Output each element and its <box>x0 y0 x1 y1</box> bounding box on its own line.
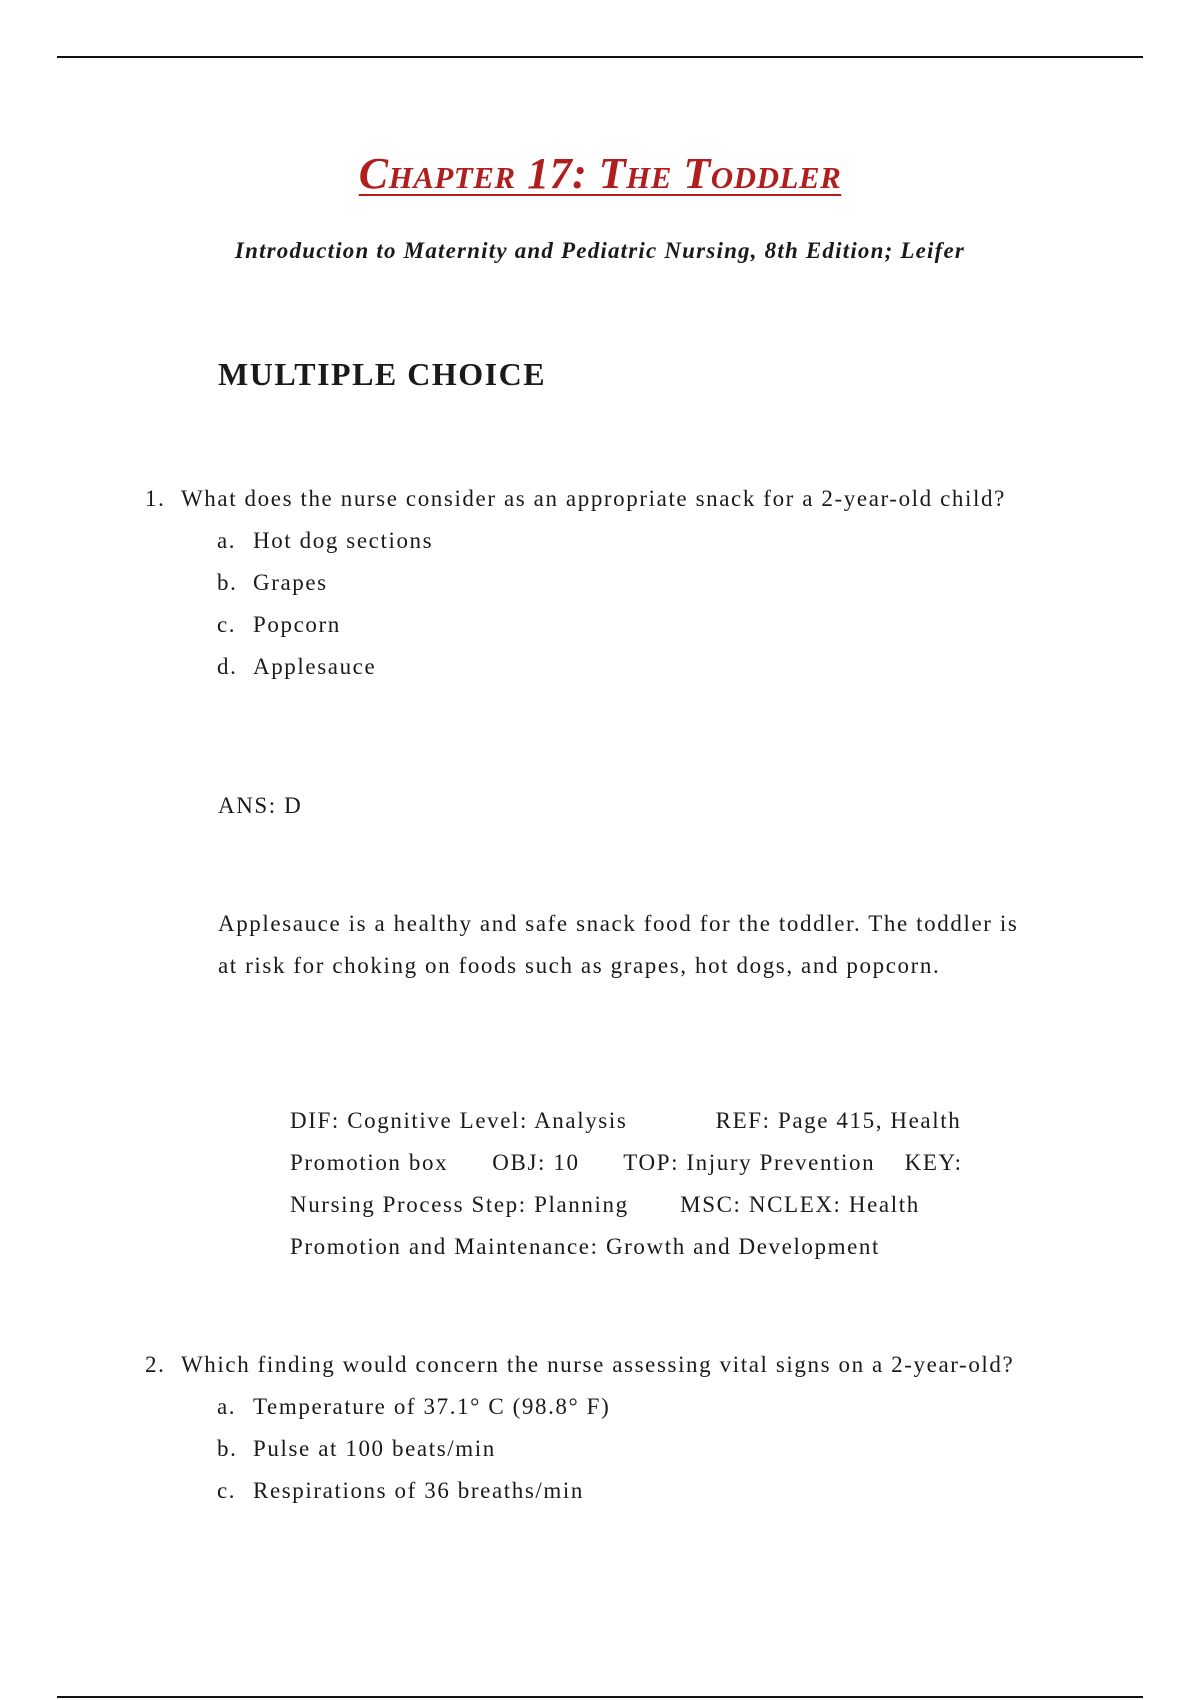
answer-key: ANS: D <box>218 793 303 818</box>
option-text: Temperature of 37.1° C (98.8° F) <box>253 1394 611 1419</box>
question-text: What does the nurse consider as an appropriate snack for a 2-year-old child? <box>181 486 1006 511</box>
bottom-rule <box>57 1696 1143 1698</box>
option-c <box>217 1470 1045 1512</box>
rationale: Applesauce is a healthy and safe snack food for the toddler. The toddler is at risk for choking on foods such as grapes, hot dogs, and popcorn. <box>218 911 1019 978</box>
question-number: 1. <box>145 486 166 511</box>
option-text: Popcorn <box>253 612 341 637</box>
option-c <box>217 604 1045 646</box>
option-letter: b. <box>217 1436 238 1461</box>
option-letter: d. <box>217 654 238 679</box>
option-letter: c. <box>217 1478 237 1503</box>
meta-ref: REF: Page 415, Health Promotion box <box>290 1108 962 1175</box>
options-list <box>217 1386 1045 1512</box>
meta-dif: DIF: Cognitive Level: Analysis <box>290 1108 628 1133</box>
meta-obj: OBJ: 10 <box>492 1150 580 1175</box>
option-letter: a. <box>217 1394 237 1419</box>
option-text: Applesauce <box>253 654 377 679</box>
option-d <box>217 646 1045 688</box>
option-a <box>217 520 1045 562</box>
option-letter: a. <box>217 528 237 553</box>
option-text: Respirations of 36 breaths/min <box>253 1478 584 1503</box>
meta-msc: MSC: NCLEX: Health Promotion and Maintenance: Growth and Development <box>290 1192 920 1259</box>
option-letter: c. <box>217 612 237 637</box>
section-title: MULTIPLE CHOICE <box>218 356 547 392</box>
option-text: Hot dog sections <box>253 528 434 553</box>
question-metadata <box>290 1100 1030 1268</box>
question-1 <box>145 478 1045 688</box>
option-a <box>217 1386 1045 1428</box>
chapter-title: Chapter 17: The Toddler <box>358 149 842 198</box>
option-b <box>217 562 1045 604</box>
question-2 <box>145 1344 1045 1512</box>
question-number: 2. <box>145 1352 166 1377</box>
option-b <box>217 1428 1045 1470</box>
question-text: Which finding would concern the nurse assessing vital signs on a 2-year-old? <box>181 1352 1015 1377</box>
book-subtitle: Introduction to Maternity and Pediatric Nursing, 8th Edition; Leifer <box>234 238 966 263</box>
options-list <box>217 520 1045 688</box>
meta-key: KEY: Nursing Process Step: Planning <box>290 1150 963 1217</box>
option-text: Grapes <box>253 570 328 595</box>
top-rule <box>57 56 1143 58</box>
option-letter: b. <box>217 570 238 595</box>
meta-top: TOP: Injury Prevention <box>623 1150 876 1175</box>
option-text: Pulse at 100 beats/min <box>253 1436 496 1461</box>
